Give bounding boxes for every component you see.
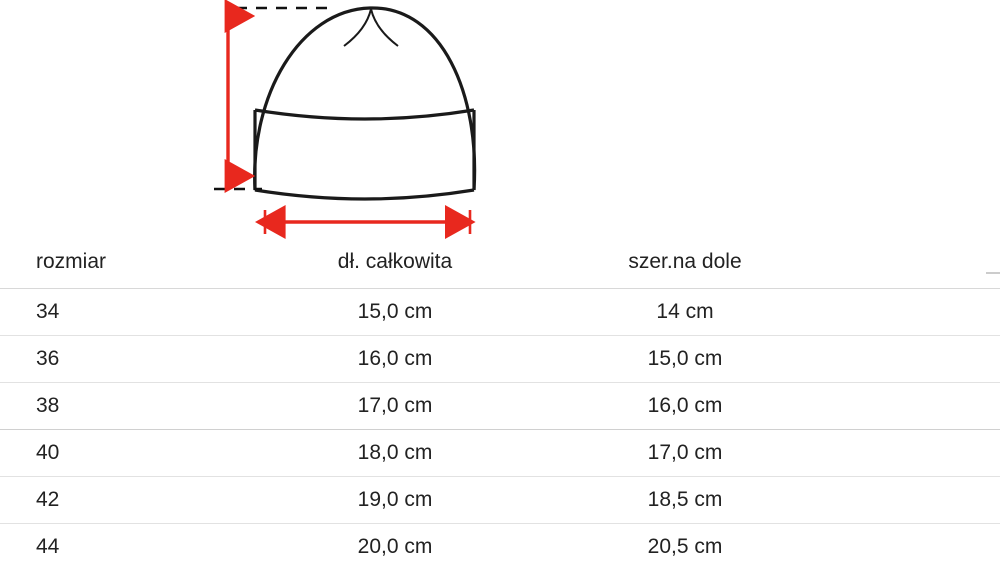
cell-bottom-width: 15,0 cm <box>540 336 830 383</box>
column-header-size: rozmiar <box>0 250 250 289</box>
cell-total-length: 19,0 cm <box>250 477 540 524</box>
cell-size: 42 <box>0 477 250 524</box>
hat-outline-icon <box>255 8 475 199</box>
cell-bottom-width: 16,0 cm <box>540 383 830 430</box>
cell-bottom-width: 17,0 cm <box>540 430 830 477</box>
table-row <box>0 289 1000 336</box>
cell-empty <box>830 289 1000 336</box>
table-row <box>0 524 1000 570</box>
dimension-guides <box>214 8 330 189</box>
cell-bottom-width: 18,5 cm <box>540 477 830 524</box>
cell-total-length: 15,0 cm <box>250 289 540 336</box>
table-header-row <box>0 250 1000 289</box>
cell-size: 44 <box>0 524 250 570</box>
column-header-bottom-width: szer.na dole <box>540 250 830 289</box>
table-row <box>0 383 1000 430</box>
table-row <box>0 430 1000 477</box>
cell-empty <box>830 524 1000 570</box>
cell-bottom-width: 14 cm <box>540 289 830 336</box>
cell-size: 38 <box>0 383 250 430</box>
cell-size: 36 <box>0 336 250 383</box>
cell-empty <box>830 477 1000 524</box>
column-header-empty <box>830 250 1000 289</box>
cell-empty <box>830 430 1000 477</box>
cell-size: 40 <box>0 430 250 477</box>
size-chart <box>0 250 1000 570</box>
table-row <box>0 477 1000 524</box>
cell-total-length: 18,0 cm <box>250 430 540 477</box>
cell-size: 34 <box>0 289 250 336</box>
column-header-total-length: dł. całkowita <box>250 250 540 289</box>
horizontal-dimension-arrow <box>265 210 470 234</box>
cell-empty <box>830 383 1000 430</box>
cell-total-length: 17,0 cm <box>250 383 540 430</box>
cell-bottom-width: 20,5 cm <box>540 524 830 570</box>
cell-empty <box>830 336 1000 383</box>
cell-total-length: 20,0 cm <box>250 524 540 570</box>
table-row <box>0 336 1000 383</box>
cell-total-length: 16,0 cm <box>250 336 540 383</box>
beanie-hat-measurement-diagram <box>0 0 1000 248</box>
